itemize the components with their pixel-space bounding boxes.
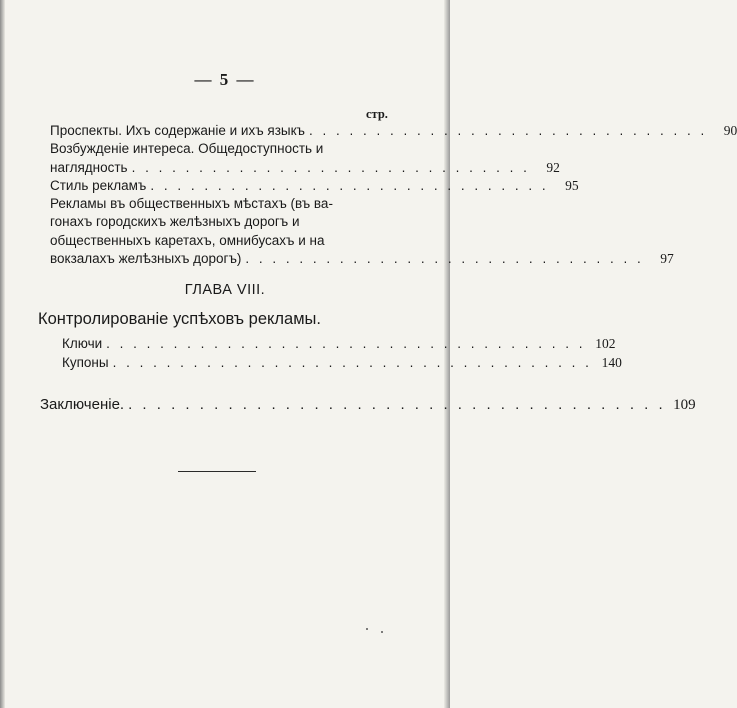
toc-entry-text: Стиль рекламъ: [50, 177, 147, 193]
toc-entry-text: вокзалахъ желѣзныхъ дорогъ): [50, 251, 242, 267]
chapter-heading: ГЛАВА VIII.: [184, 282, 266, 298]
page-number: — 5 —: [194, 70, 256, 89]
toc-entry: [50, 122, 737, 140]
dot-leader: . . . . . . . . . . . . . . . . . . . . . . . . . . . . . .: [245, 251, 644, 267]
toc-entry: [50, 177, 579, 195]
page-edge-left: [0, 0, 5, 708]
dot-leader: . . . . . . . . . . . . . . . . . . . . . . . . . . . . . .: [150, 177, 549, 193]
toc-entry-row: [50, 159, 560, 177]
chapter-toc-list: [62, 334, 622, 372]
chapter-title: Контролированіе успѣховъ рекламы.: [38, 310, 322, 328]
toc-entry-line: Рекламы въ общественныхъ мѣстахъ (въ ва-: [50, 196, 333, 212]
toc-entry-row: [62, 334, 616, 353]
dot-leader: . . . . . . . . . . . . . . . . . . . . . . . . . . . . . .: [308, 123, 708, 138]
section-divider: [178, 471, 256, 472]
dot-leader: . . . . . . . . . . . . . . . . . . . . . . . . . . . . . . . . . . . . . .: [128, 396, 666, 413]
toc-entry-line: гонахъ городскихъ желѣзныхъ дорогъ и: [50, 214, 300, 230]
toc-list: [50, 122, 737, 268]
toc-entry-line: общественныхъ каретахъ, омнибусахъ и на: [50, 232, 325, 248]
conclusion-text: Заключеніе.: [40, 396, 125, 413]
toc-entry-text: Проспекты. Ихъ содержаніе и ихъ языкъ: [50, 123, 305, 138]
dot-leader: . . . . . . . . . . . . . . . . . . . . . . . . . . . . . .: [131, 159, 530, 175]
page-column-header: стр.: [366, 107, 388, 121]
toc-entry-page: 97: [660, 251, 674, 267]
toc-entry-row: [50, 177, 579, 195]
paper-speck: [381, 631, 383, 633]
toc-entry: [62, 334, 616, 353]
toc-entry-row: [62, 353, 622, 372]
toc-entry-text: Ключи: [62, 336, 103, 351]
toc-entry-row: [50, 250, 674, 268]
toc-entry-page: 92: [546, 159, 560, 175]
conclusion-entry: [40, 396, 696, 414]
toc-entry-page: 90: [723, 123, 737, 138]
toc-entry-row: [40, 396, 696, 414]
conclusion-page: 109: [673, 397, 696, 413]
dot-leader: . . . . . . . . . . . . . . . . . . . . . . . . . . . . . . . . . . . .: [106, 336, 586, 351]
toc-entry: [50, 195, 674, 268]
toc-entry-text: Купоны: [62, 355, 109, 370]
toc-entry: [50, 140, 560, 177]
toc-entry: [62, 353, 622, 372]
toc-entry-page: 95: [565, 177, 579, 193]
toc-entry-page: 140: [601, 355, 622, 370]
toc-entry-text: наглядность: [50, 159, 128, 175]
dot-leader: . . . . . . . . . . . . . . . . . . . . . . . . . . . . . . . . . . . .: [112, 355, 592, 370]
paper-speck: [366, 628, 368, 630]
toc-entry-page: 102: [595, 336, 616, 351]
toc-entry-line: Возбужденіе интереса. Общедоступность и: [50, 141, 324, 157]
toc-entry-row: [50, 122, 737, 140]
